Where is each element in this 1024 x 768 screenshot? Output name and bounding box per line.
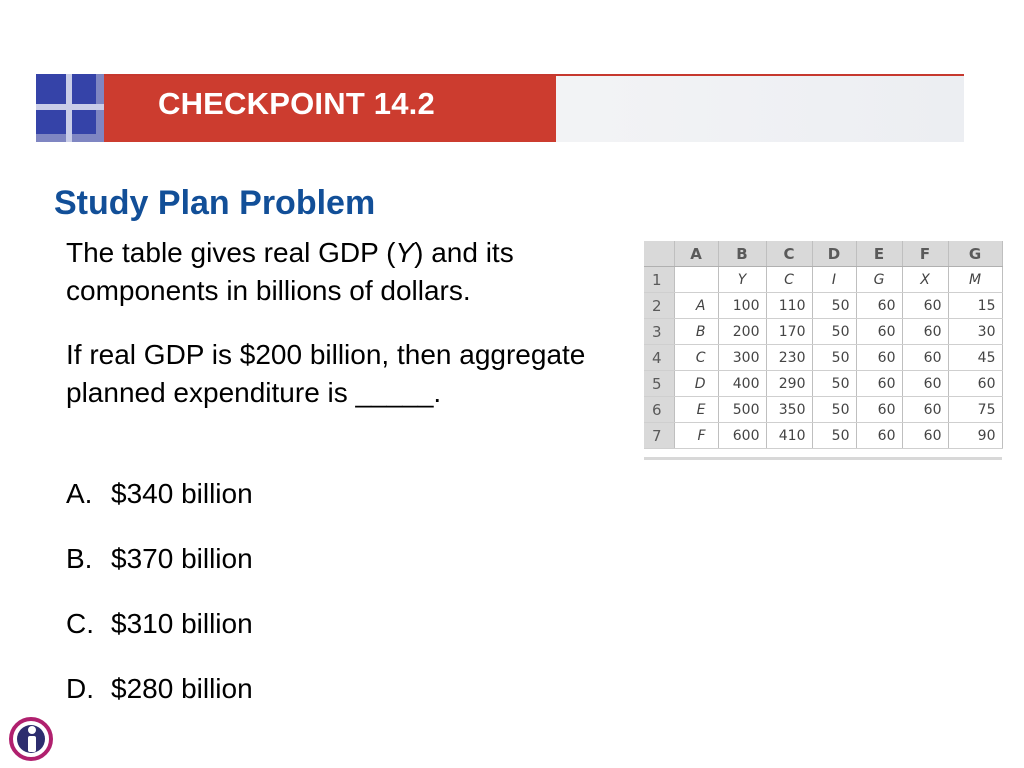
gdp-spreadsheet [644, 241, 1002, 460]
question-intro [66, 234, 626, 310]
sheet-value-cell: 60 [856, 397, 902, 423]
option-b[interactable] [66, 543, 253, 575]
sheet-value-cell: 60 [856, 423, 902, 449]
sheet-value-cell: 60 [902, 371, 948, 397]
sheet-row-label: B [674, 319, 718, 345]
sheet-value-cell: 75 [948, 397, 1002, 423]
logo-square-top-right [72, 74, 96, 104]
grid-squares-logo-icon [36, 74, 104, 142]
sheet-value-cell: 600 [718, 423, 766, 449]
gdp-table [644, 241, 1003, 449]
sheet-column-header: F [902, 241, 948, 267]
sheet-row-number: 1 [644, 267, 674, 293]
sheet-row-number: 4 [644, 345, 674, 371]
option-d[interactable] [66, 673, 253, 705]
sheet-row [644, 345, 1002, 371]
sheet-row-number: 7 [644, 423, 674, 449]
option-c[interactable] [66, 608, 253, 640]
sheet-value-cell: 60 [948, 371, 1002, 397]
sheet-column-header: D [812, 241, 856, 267]
sheet-column-header: E [856, 241, 902, 267]
question-intro-before: The table gives real GDP ( [66, 237, 396, 268]
sheet-column-header-row [644, 241, 1002, 267]
sheet-variable-header: Y [718, 267, 766, 293]
sheet-row-number: 6 [644, 397, 674, 423]
option-text: $370 billion [111, 543, 253, 574]
sheet-value-cell: 200 [718, 319, 766, 345]
sheet-value-cell: 60 [902, 293, 948, 319]
option-letter: B. [66, 543, 93, 574]
sheet-cell-empty [674, 267, 718, 293]
question-intro-after: ) and its components in billions of dollars. [66, 237, 514, 306]
sheet-value-cell: 60 [856, 319, 902, 345]
sheet-value-cell: 90 [948, 423, 1002, 449]
sheet-value-cell: 300 [718, 345, 766, 371]
sheet-value-cell: 50 [812, 423, 856, 449]
sheet-column-header: B [718, 241, 766, 267]
slide-title: CHECKPOINT 14.2 [158, 86, 435, 121]
sheet-column-header: C [766, 241, 812, 267]
logo-square-bottom-left [36, 110, 66, 134]
sheet-row-label: C [674, 345, 718, 371]
sheet-value-cell: 60 [902, 319, 948, 345]
logo-square-top-left [36, 74, 66, 104]
sheet-row-number: 5 [644, 371, 674, 397]
sheet-row [644, 319, 1002, 345]
sheet-value-cell: 50 [812, 293, 856, 319]
sheet-row-number: 3 [644, 319, 674, 345]
sheet-value-cell: 60 [856, 345, 902, 371]
sheet-variable-header: C [766, 267, 812, 293]
option-text: $340 billion [111, 478, 253, 509]
sheet-value-cell: 230 [766, 345, 812, 371]
sheet-row-label: A [674, 293, 718, 319]
sheet-row-number: 2 [644, 293, 674, 319]
sheet-value-cell: 30 [948, 319, 1002, 345]
sheet-variable-header: M [948, 267, 1002, 293]
question-intro-variable: Y [395, 237, 415, 268]
sheet-value-cell: 170 [766, 319, 812, 345]
sheet-row-label: D [674, 371, 718, 397]
sheet-column-header: A [674, 241, 718, 267]
sheet-value-cell: 60 [902, 397, 948, 423]
question-prompt: If real GDP is $200 billion, then aggregate planned expenditure is _____. [66, 339, 586, 408]
sheet-value-cell: 110 [766, 293, 812, 319]
option-text: $310 billion [111, 608, 253, 639]
sheet-value-cell: 60 [902, 345, 948, 371]
info-icon[interactable] [8, 716, 54, 762]
sheet-row [644, 397, 1002, 423]
sheet-value-cell: 400 [718, 371, 766, 397]
sheet-value-cell: 60 [856, 293, 902, 319]
sheet-value-cell: 290 [766, 371, 812, 397]
sheet-value-cell: 60 [856, 371, 902, 397]
sheet-row-label: E [674, 397, 718, 423]
sheet-row [644, 423, 1002, 449]
sheet-variable-header: X [902, 267, 948, 293]
sheet-row [644, 371, 1002, 397]
sheet-variable-header: G [856, 267, 902, 293]
title-tab [104, 76, 556, 142]
option-text: $280 billion [111, 673, 253, 704]
sheet-column-header: G [948, 241, 1002, 267]
sheet-variable-header: I [812, 267, 856, 293]
sheet-value-cell: 45 [948, 345, 1002, 371]
sheet-value-cell: 350 [766, 397, 812, 423]
sheet-row [644, 293, 1002, 319]
logo-bar-vertical [66, 74, 72, 142]
sheet-row [644, 267, 1002, 293]
sheet-value-cell: 50 [812, 371, 856, 397]
sheet-row-label: F [674, 423, 718, 449]
option-a[interactable] [66, 478, 253, 510]
logo-square-bottom-right [72, 110, 96, 134]
sheet-value-cell: 50 [812, 345, 856, 371]
sheet-value-cell: 50 [812, 397, 856, 423]
option-letter: D. [66, 673, 94, 704]
sheet-value-cell: 15 [948, 293, 1002, 319]
section-heading: Study Plan Problem [54, 184, 376, 222]
sheet-value-cell: 50 [812, 319, 856, 345]
option-letter: A. [66, 478, 93, 509]
sheet-value-cell: 100 [718, 293, 766, 319]
sheet-value-cell: 60 [902, 423, 948, 449]
sheet-value-cell: 500 [718, 397, 766, 423]
sheet-corner-cell [644, 241, 674, 267]
option-letter: C. [66, 608, 94, 639]
sheet-value-cell: 410 [766, 423, 812, 449]
